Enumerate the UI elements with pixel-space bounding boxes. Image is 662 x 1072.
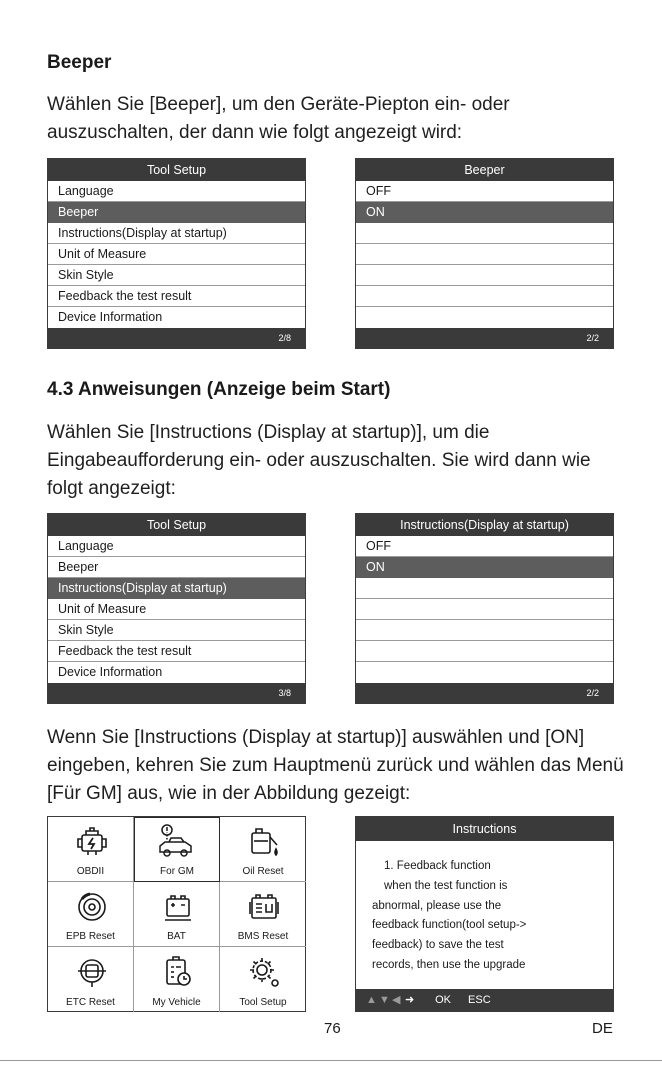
main-menu-paragraph: Wenn Sie [Instructions (Display at startup)] auswählen und [ON] eingeben, kehren Sie zum Hauptmenü zurück und wählen das Menü [Für GM] aus, wie in der Abbildung gezeigt: [47, 727, 624, 804]
instruction-line: 1. Feedback function [384, 860, 491, 872]
menu-item-feedback[interactable]: Feedback the test result [48, 286, 305, 307]
battery-management-icon [248, 890, 280, 924]
menu-item-skin-style[interactable]: Skin Style [48, 620, 305, 641]
ok-button[interactable]: OK [435, 994, 451, 1006]
page-indicator: 2/8 [48, 328, 305, 348]
vehicle-record-icon [162, 955, 194, 989]
screen-title: Beeper [356, 159, 613, 181]
option-on[interactable]: ON [356, 557, 613, 578]
option-empty [356, 244, 613, 265]
menu-item-beeper[interactable]: Beeper [48, 202, 305, 223]
beeper-paragraph: Wählen Sie [Beeper], um den Geräte-Piepton ein- oder auszuschalten, der dann wie folgt angezeigt wird: [47, 94, 510, 143]
throttle-icon [76, 955, 108, 989]
menu-tile-oil-reset[interactable] [220, 817, 306, 882]
instructions-heading: 4.3 Anweisungen (Anzeige beim Start) [47, 379, 391, 400]
gear-icon [248, 955, 280, 989]
menu-item-language[interactable]: Language [48, 536, 305, 557]
arrow-left-icon[interactable]: ◀ [392, 994, 401, 1006]
screen-title: Instructions [356, 817, 613, 841]
menu-tile-bms-reset[interactable] [220, 882, 306, 947]
page-indicator: 3/8 [48, 683, 305, 703]
menu-tile-my-vehicle[interactable] [134, 947, 220, 1012]
tile-label: Tool Setup [239, 997, 287, 1008]
menu-item-device-information[interactable]: Device Information [58, 310, 163, 324]
battery-icon [162, 890, 194, 924]
oil-can-icon [248, 825, 280, 859]
tile-label: Oil Reset [242, 866, 284, 877]
menu-tile-obdii[interactable] [48, 817, 134, 882]
tile-label: My Vehicle [152, 997, 201, 1008]
car-icon [157, 822, 195, 862]
arrow-up-icon[interactable]: ▲ [366, 994, 377, 1006]
tile-label: BMS Reset [237, 931, 289, 942]
menu-item-unit-of-measure[interactable]: Unit of Measure [48, 244, 305, 265]
option-empty [356, 662, 613, 683]
instructions-option-screen [355, 513, 614, 704]
option-empty [356, 620, 613, 641]
option-empty [356, 599, 613, 620]
page-number: 76 [324, 1020, 341, 1037]
brake-disc-icon [76, 890, 108, 924]
instruction-line: feedback function(tool setup-> [372, 919, 527, 932]
tool-setup-screen-beeper [47, 158, 306, 349]
menu-item-instructions[interactable]: Instructions(Display at startup) [48, 223, 305, 244]
menu-tile-for-gm[interactable] [134, 817, 220, 882]
esc-button[interactable]: ESC [468, 994, 491, 1006]
footer-divider [0, 1060, 662, 1061]
screen-title: Tool Setup [48, 514, 305, 536]
beeper-heading: Beeper [47, 52, 112, 73]
engine-icon [76, 825, 108, 859]
language-code: DE [592, 1020, 613, 1037]
instruction-line: records, then use the upgrade [372, 958, 526, 971]
menu-item-skin-style[interactable]: Skin Style [48, 265, 305, 286]
tile-label: BAT [167, 931, 186, 942]
menu-item-device-information[interactable]: Device Information [58, 665, 163, 679]
tile-label: EPB Reset [66, 931, 115, 942]
option-on[interactable]: ON [356, 202, 613, 223]
instructions-footer [356, 989, 613, 1011]
arrow-right-icon[interactable]: ➜ [405, 994, 415, 1006]
menu-item-beeper[interactable]: Beeper [48, 557, 305, 578]
menu-item-feedback[interactable]: Feedback the test result [48, 641, 305, 662]
option-empty [356, 578, 613, 599]
instructions-body [356, 841, 613, 976]
menu-tile-bat[interactable] [134, 882, 220, 947]
option-empty [356, 641, 613, 662]
instruction-line: when the test function is [384, 879, 508, 892]
instructions-paragraph: Wählen Sie [Instructions (Display at startup)], um die Eingabeaufforderung ein- oder auszuschalten. Sie wird dann wie folgt angezeigt: [47, 422, 591, 499]
arrow-down-icon[interactable]: ▼ [379, 994, 390, 1006]
menu-tile-etc-reset[interactable] [48, 947, 134, 1012]
beeper-option-screen [355, 158, 614, 349]
menu-tile-tool-setup[interactable] [220, 947, 306, 1012]
menu-item-language[interactable]: Language [48, 181, 305, 202]
instructions-screen [355, 816, 614, 1012]
option-empty [356, 265, 613, 286]
tile-label: OBDII [76, 866, 105, 877]
page-indicator: 2/2 [356, 328, 613, 348]
menu-tile-epb-reset[interactable] [48, 882, 134, 947]
option-empty [356, 307, 613, 328]
option-off[interactable]: OFF [356, 536, 613, 557]
screen-title: Instructions(Display at startup) [356, 514, 613, 536]
screen-title: Tool Setup [48, 159, 305, 181]
tile-label: For GM [160, 866, 194, 877]
instruction-line: feedback) to save the test [372, 939, 504, 952]
option-off[interactable]: OFF [356, 181, 613, 202]
tile-label: ETC Reset [66, 997, 115, 1008]
menu-item-instructions[interactable]: Instructions(Display at startup) [48, 578, 305, 599]
option-empty [356, 223, 613, 244]
option-empty [356, 286, 613, 307]
tool-setup-screen-instructions [47, 513, 306, 704]
menu-item-unit-of-measure[interactable]: Unit of Measure [48, 599, 305, 620]
instruction-line: abnormal, please use the [372, 899, 502, 912]
main-menu-grid [47, 816, 306, 1012]
page-indicator: 2/2 [356, 683, 613, 703]
